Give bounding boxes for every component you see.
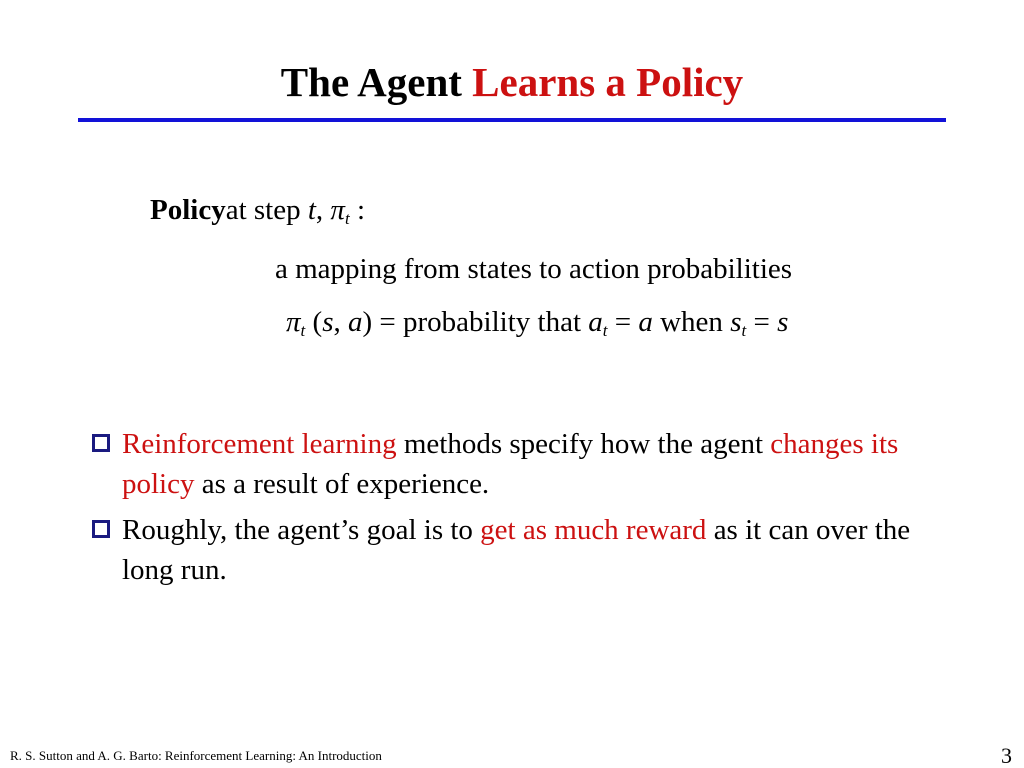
comma-text: ,: [315, 194, 331, 226]
s-value: s: [777, 306, 789, 338]
bullet-item: [88, 510, 968, 590]
footer-citation: R. S. Sutton and A. G. Barto: Reinforcement Learning: An Introduction: [10, 748, 382, 763]
slide-title: [0, 56, 1024, 108]
square-bullet-icon: [92, 520, 110, 538]
a-value: a: [638, 306, 653, 338]
pi-subscript-formula: t: [300, 321, 306, 340]
s-subscript: t: [741, 321, 747, 340]
equals-1: =: [372, 306, 404, 338]
bullet-list: [88, 424, 968, 596]
pi-symbol-formula: π: [286, 306, 301, 338]
policy-definition-line: [150, 192, 365, 228]
probability-text: probability that: [403, 306, 589, 338]
title-underline: [78, 118, 946, 122]
title-part-2: Learns a Policy: [472, 59, 744, 105]
pi-subscript: t: [344, 209, 350, 228]
at-step-text: at step: [225, 194, 308, 226]
probability-formula: $\pi_t$ (s, a) = probability that $a_t = a$ when $s_t = s$: [286, 306, 789, 340]
colon-text: :: [349, 194, 365, 226]
pi-symbol: π: [330, 194, 345, 226]
policy-word: Policy: [150, 194, 226, 226]
bullet-2-text-1: as it can over the long run.: [122, 514, 911, 586]
title-part-1: The Agent: [280, 59, 473, 105]
formula-s: s: [322, 306, 334, 338]
bullet-item: [88, 424, 968, 504]
when-text: when: [652, 306, 731, 338]
t-var: t: [307, 194, 316, 226]
page-number: 3: [1001, 743, 1012, 768]
a-var: a: [588, 306, 603, 338]
bullet-1-text-2: as a result of experience.: [194, 468, 490, 500]
equals-2: =: [607, 306, 639, 338]
a-subscript: t: [602, 321, 608, 340]
s-var: s: [730, 306, 742, 338]
bullet-1-highlight-2: changes its policy: [122, 428, 899, 500]
square-bullet-icon: [92, 434, 110, 452]
bullet-2-highlight-1: get as much reward: [480, 514, 707, 546]
mapping-line: a mapping from states to action probabilities: [275, 253, 793, 285]
bullet-1-highlight-1: Reinforcement learning: [122, 428, 397, 460]
bullet-2-text-0: Roughly, the agent’s goal is to: [122, 514, 481, 546]
equals-3: =: [746, 306, 778, 338]
bullet-1-text-1: methods specify how the agent: [396, 428, 771, 460]
formula-a: a: [347, 306, 363, 338]
